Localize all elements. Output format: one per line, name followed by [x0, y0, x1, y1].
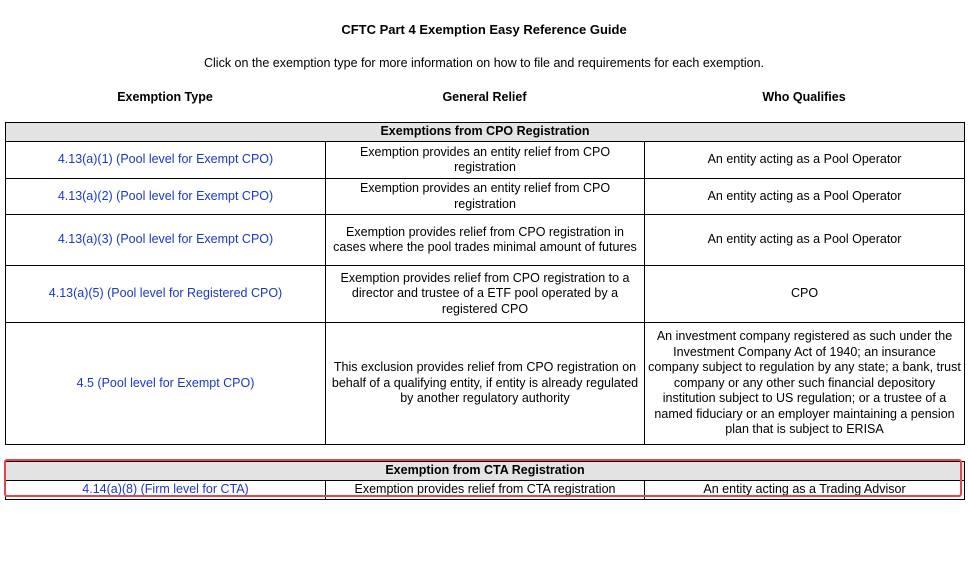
general-relief-cell: Exemption provides an entity relief from CPO registration — [326, 142, 645, 179]
table-row — [6, 142, 965, 179]
table-row — [6, 323, 965, 445]
general-relief-cell: This exclusion provides relief from CPO registration on behalf of a qualifying entity, if entity is already regulated by another regulatory authority — [326, 323, 645, 445]
exemption-type-cell — [6, 215, 326, 266]
exemption-type-cell — [6, 323, 326, 445]
exemption-link-4-14-a-8[interactable]: 4.14(a)(8) (Firm level for CTA) — [82, 482, 249, 496]
section-heading-cta: Exemption from CTA Registration — [6, 462, 965, 481]
who-qualifies-cell: An entity acting as a Pool Operator — [645, 142, 965, 179]
who-qualifies-cell: CPO — [645, 266, 965, 323]
table-row — [6, 179, 965, 215]
general-relief-cell: Exemption provides relief from CPO registration in cases where the pool trades minimal amount of futures — [326, 215, 645, 266]
cpo-exemptions-table — [5, 122, 965, 445]
exemption-link-4-13-a-2[interactable]: 4.13(a)(2) (Pool level for Exempt CPO) — [57, 188, 274, 203]
table-row — [6, 481, 965, 500]
exemption-link-4-13-a-1[interactable]: 4.13(a)(1) (Pool level for Exempt CPO) — [57, 152, 274, 167]
column-header-exemption-type: Exemption Type — [117, 90, 213, 104]
exemption-link-4-5[interactable]: 4.5 (Pool level for Exempt CPO) — [76, 375, 255, 390]
exemption-type-cell — [6, 481, 326, 500]
exemption-type-cell — [6, 142, 326, 179]
cta-exemptions-table — [5, 461, 965, 500]
who-qualifies-cell: An entity acting as a Pool Operator — [645, 179, 965, 215]
general-relief-cell: Exemption provides relief from CTA registration — [326, 481, 645, 500]
who-qualifies-cell: An investment company registered as such under the Investment Company Act of 1940; an insurance company subject to regulation by any state; a bank, trust company or any other such financial depository institution subject to US regulation; or a trustee of a named fiduciary or an employer maintaining a pension plan that is subject to ERISA — [645, 323, 965, 445]
exemption-type-cell — [6, 179, 326, 215]
general-relief-cell: Exemption provides relief from CPO registration to a director and trustee of a ETF pool operated by a registered CPO — [326, 266, 645, 323]
exemption-link-4-13-a-3[interactable]: 4.13(a)(3) (Pool level for Exempt CPO) — [57, 232, 274, 247]
exemption-type-cell — [6, 266, 326, 323]
exemption-link-4-13-a-5[interactable]: 4.13(a)(5) (Pool level for Registered CPO) — [48, 286, 283, 301]
table-row — [6, 215, 965, 266]
general-relief-cell: Exemption provides an entity relief from CPO registration — [326, 179, 645, 215]
page-instructions: Click on the exemption type for more information on how to file and requirements for each exemption. — [203, 56, 764, 70]
who-qualifies-cell: An entity acting as a Pool Operator — [645, 215, 965, 266]
table-row — [6, 266, 965, 323]
column-header-general-relief: General Relief — [442, 90, 527, 104]
page-title: CFTC Part 4 Exemption Easy Reference Guide — [341, 22, 627, 37]
who-qualifies-cell: An entity acting as a Trading Advisor — [645, 481, 965, 500]
column-header-who-qualifies: Who Qualifies — [762, 90, 846, 104]
section-heading-cpo: Exemptions from CPO Registration — [6, 123, 965, 142]
